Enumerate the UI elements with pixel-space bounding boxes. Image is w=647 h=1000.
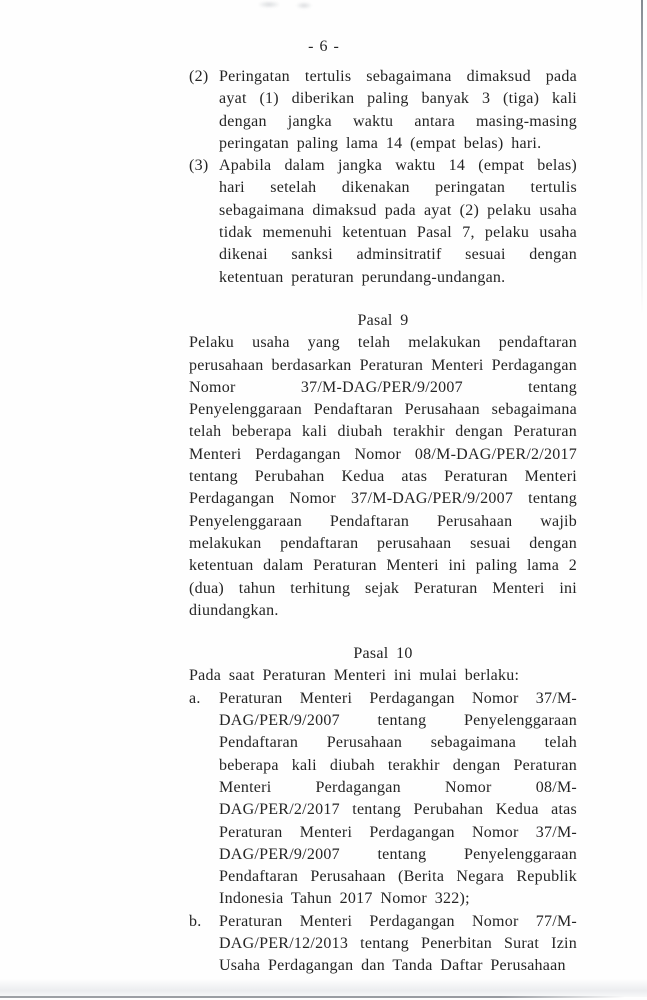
pasal-10-item-a: [189, 688, 577, 911]
ayat-item-3-text: Apabila dalam jangka waktu 14 (empat belas) hari setelah dikenakan peringatan tertulis sebagaimana dimaksud pada ayat (2) pelaku usaha tidak memenuhi ketentuan Pasal 7, pelaku usaha dikenai sanksi adminsitratif sesuai dengan ketentuan peraturan perundang-undangan.: [219, 157, 577, 286]
pasal-10-item-b-marker: b.: [189, 912, 202, 930]
scan-smudge-artifact: [258, 1, 280, 8]
pasal-10-heading: Pasal 10: [353, 645, 413, 663]
pasal-10-item-b: [189, 911, 577, 978]
page-bottom-shadow: [0, 979, 647, 997]
scan-edge-line-artifact: [641, 0, 643, 315]
page-bottom-edge-line: [0, 996, 625, 998]
ayat-item-2: [189, 66, 577, 155]
pasal-10-item-a-marker: a.: [189, 689, 201, 707]
pasal-10-intro: Pada saat Peraturan Menteri ini mulai berlaku:: [189, 667, 520, 685]
ayat-item-2-text: Peringatan tertulis sebagaimana dimaksud pada ayat (1) diberikan paling banyak 3 (tiga) kali dengan jangka waktu antara masing-masing peringatan paling lama 14 (empat belas) hari.: [219, 68, 577, 152]
scan-smudge-artifact: [296, 2, 312, 9]
pasal-9-body: Pelaku usaha yang telah melakukan pendaftaran perusahaan berdasarkan Peraturan Menteri Perdagangan Nomor 37/M-DAG/PER/9/2007 tentang Penyelenggaraan Pendaftaran Perusahaan sebagaimana telah beberapa kali diubah terakhir dengan Peraturan Menteri Perdagangan Nomor 08/M-DAG/PER/2/2017 tentang Perubahan Kedua atas Peraturan Menteri Perdagangan Nomor 37/M-DAG/PER/9/2007 tentang Penyelenggaraan Pendaftaran Perusahaan wajib melakukan pendaftaran perusahaan sesuai dengan ketentuan dalam Peraturan Menteri ini paling lama 2 (dua) tahun terhitung sejak Peraturan Menteri ini diundangkan.: [189, 334, 577, 619]
ayat-item-3-marker: (3): [189, 157, 209, 175]
ayat-item-3: [189, 155, 577, 289]
pasal-10-item-a-text: Peraturan Menteri Perdagangan Nomor 37/M-DAG/PER/9/2007 tentang Penyelenggaraan Pendaftaran Perusahaan sebagaimana telah beberapa kali diubah terakhir dengan Peraturan Menteri Perdagangan Nomor 08/M-DAG/PER/2/2017 tentang Perubahan Kedua atas Peraturan Menteri Perdagangan Nomor 37/M-DAG/PER/9/2007 tentang Penyelenggaraan Pendaftaran Perusahaan (Berita Negara Republik Indonesia Tahun 2017 Nomor 322);: [219, 689, 577, 908]
pasal-10-item-b-text: Peraturan Menteri Perdagangan Nomor 77/M-DAG/PER/12/2013 tentang Penerbitan Surat Izin Usaha Perdagangan dan Tanda Daftar Perusahaan: [219, 912, 577, 975]
page-number: - 6 -: [308, 38, 340, 55]
page-body: [189, 66, 577, 978]
ayat-item-2-marker: (2): [189, 68, 209, 85]
pasal-9-heading: Pasal 9: [357, 311, 409, 329]
